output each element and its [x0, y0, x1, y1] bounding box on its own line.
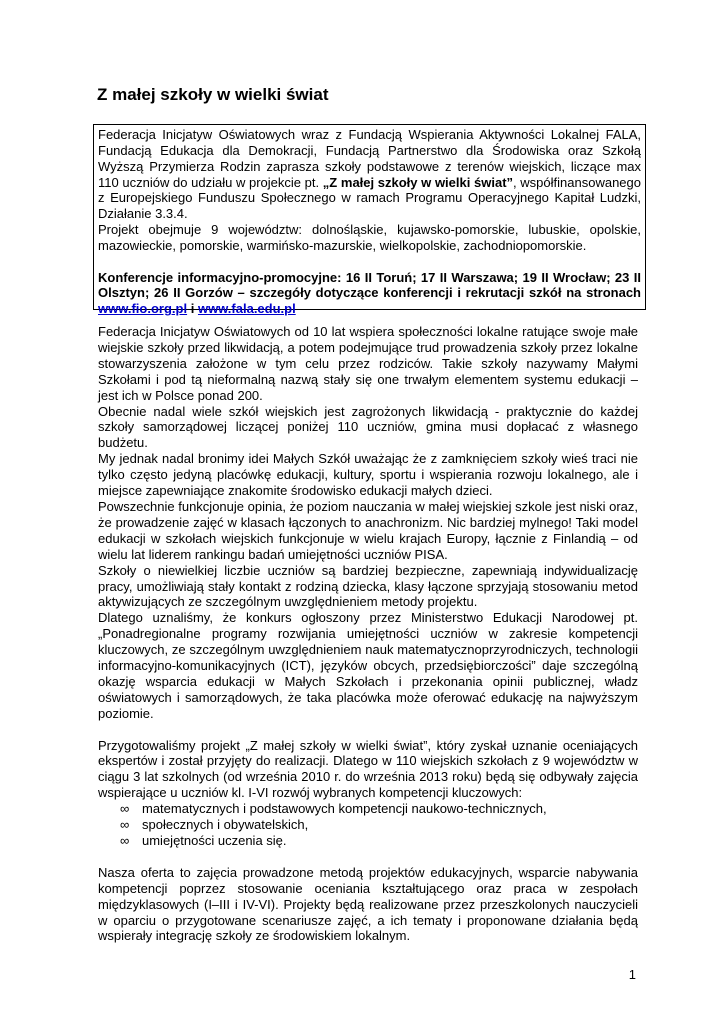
- paragraph-6: Dlatego uznaliśmy, że konkurs ogłoszony przez Ministerstwo Edukacji Narodowej pt. „Ponadregionalne programy rozwijania umiejętności uczniów w zakresie kompetencji kluczowych, ze szczególnym uwzględnieniem nauk matematycznoprzyrodniczych, technologii informacyjno-komunikacyjnych (ICT), języków obcych, przedsiębiorczości” daje szczególną okazję wsparcia edukacji w Małych Szkołach i przekonania opinii publicznej, władz oświatowych i samorządowych, że taka placówka może oferować edukację na najwyższym poziomie.: [98, 610, 638, 721]
- link-fala[interactable]: www.fala.edu.pl: [197, 301, 296, 317]
- list-item-text: umiejętności uczenia się.: [142, 832, 287, 848]
- paragraph-8: Nasza oferta to zajęcia prowadzone metodą projektów edukacyjnych, wsparcie nabywania kompetencji poprzez stosowanie oceniania kształtującego oraz praca w zespołach międzyklasowych (I–III i IV-VI). Projekty będą realizowane przez przeszkolonych nauczycieli w oparciu o przygotowane scenariusze zajęć, a ich tematy i proponowane działania będą wspierały integrację szkoły ze środowiskiem lokalnym.: [98, 864, 638, 944]
- info-regions: Projekt obejmuje 9 województw: dolnośląskie, kujawsko-pomorskie, lubuskie, opolskie, mazowieckie, pomorskie, warmińsko-mazurskie, wielkopolskie, zachodniopomorskie.: [98, 222, 641, 253]
- list-item-text: matematycznych i podstawowych kompetencji naukowo-technicznych,: [142, 801, 547, 817]
- link-fio[interactable]: www.fio.org.pl: [98, 301, 188, 317]
- info-intro-cont: , współfinansowanego z Europejskiego Funduszu Społecznego w ramach Programu Operacyjnego Kapitał Ludzki, Działanie 3.3.4.: [98, 174, 641, 222]
- paragraph-5: Szkoły o niewielkiej liczbie uczniów są bardziej bezpieczne, zapewniają indywidualizację pracy, umożliwiają stały kontakt z rodziną dziecka, klasy łączone sprzyjają stosowaniu metod aktywizujących ze szczególnym uwzględnieniem metody projektu.: [98, 562, 638, 610]
- infinity-bullet-icon: ∞: [120, 801, 130, 817]
- page-title: Z małej szkoły w wielki świat: [97, 85, 329, 104]
- page-number: 1: [628, 967, 636, 982]
- paragraph-1: Federacja Inicjatyw Oświatowych od 10 lat wspiera społeczności lokalne ratujące swoje małe wiejskie szkoły przed likwidacją, a potem podejmujące trud prowadzenia szkoły przez lokalne stowarzyszenia założone w tym celu przez rodziców. Takie szkoły nazywamy Małymi Szkołami i pod tą nieformalną nazwą stały się one trwałym elementem systemu edukacji – jest ich w Polsce ponad 200.: [98, 324, 638, 403]
- paragraph-4: Powszechnie funkcjonuje opinia, że poziom nauczania w małej wiejskiej szkole jest niski oraz, że prowadzenie zajęć w klasach łączonych to anachronizm. Nic bardziej mylnego! Taki model edukacji w szkołach wiejskich funkcjonuje w wielu krajach Europy, łącznie z Finlandią – od wielu lat liderem rankingu badań umiejętności uczniów PISA.: [98, 498, 638, 562]
- paragraph-2: Obecnie nadal wiele szkół wiejskich jest zagrożonych likwidacją - praktycznie do każdej szkoły samorządowej liczącej poniżej 110 uczniów, gmina musi dopłacać z własnego budżetu.: [98, 403, 638, 451]
- infinity-bullet-icon: ∞: [120, 817, 130, 833]
- project-name: „Z małej szkoły w wielki świat”: [322, 174, 514, 190]
- info-intro: [98, 127, 641, 222]
- list-item: [120, 801, 638, 817]
- infinity-bullet-icon: ∞: [120, 832, 130, 848]
- list-item: [120, 833, 638, 849]
- info-conferences: [98, 270, 641, 318]
- info-intro-text: Federacja Inicjatyw Oświatowych wraz z Fundacją Wspierania Aktywności Lokalnej FALA, Fundacją Edukacja dla Demokracji, Fundacją Partnerstwo dla Środowiska oraz Szkołą Wyższą Przymierza Rodzin zaprasza szkoły podstawowe z terenów wiejskich, liczące max 110 uczniów do udziału w projekcie pt.: [98, 127, 641, 190]
- list-item: [120, 817, 638, 833]
- main-text: [98, 324, 638, 944]
- info-box: [93, 124, 646, 317]
- conferences-text: Konferencje informacyjno-promocyjne: 16 II Toruń; 17 II Warszawa; 19 II Wrocław; 23 II Olsztyn; 26 II Gorzów – szczegóły dotyczące konferencji i rekrutacji szkół na stronach: [98, 269, 641, 301]
- paragraph-3: My jednak nadal bronimy idei Małych Szkół uważając że z zamknięciem szkoły wieś traci nie tylko często jedyną placówkę edukacji, kultury, sportu i wspierania rozwoju lokalnego, ale i miejsce zapewniające znakomite środowisko edukacji małych dzieci.: [98, 451, 638, 499]
- competencies-list: [98, 801, 638, 849]
- link-separator: i: [190, 301, 195, 317]
- list-item-text: społecznych i obywatelskich,: [142, 817, 309, 833]
- paragraph-7: Przygotowaliśmy projekt „Z małej szkoły w wielki świat”, który zyskał uznanie oceniających ekspertów i został przyjęty do realizacji. Dlatego w 110 wiejskich szkołach z 9 województw w ciągu 3 lat szkolnych (od września 2010 r. do września 2013 roku) będą się odbywały zajęcia wspierające u uczniów kl. I-VI rozwój wybranych kompetencji kluczowych:: [98, 737, 638, 801]
